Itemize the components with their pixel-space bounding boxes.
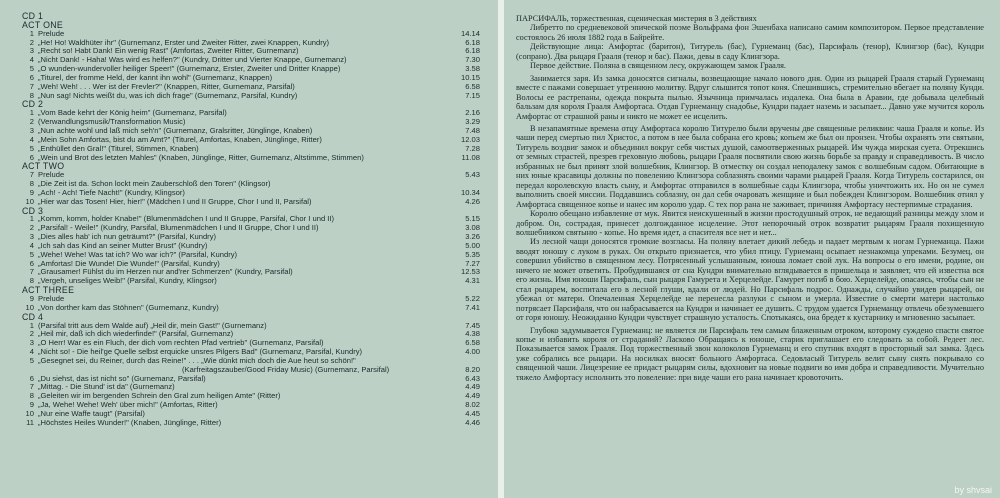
track-number: 5 [29,249,34,259]
track-number: 1 [29,108,34,118]
track-number: 3 [29,125,34,135]
synopsis-title: ПАРСИФАЛЬ, торжественная, сценическая мистерия в 3 действиях [516,14,757,23]
track-number: 7 [29,81,34,91]
track-title: „O Herr! War es ein Fluch, der dich vom rechten Pfad vertrieb" (Gurnemanz, Parsifal) [38,338,324,348]
track-number: 4 [29,134,34,144]
track-number: 2 [29,329,34,339]
track-number: 10 [25,408,34,418]
tracklist-heading: CD 1 [22,11,44,21]
track-number: 1 [29,320,34,330]
track-duration: 4.00 [465,347,480,357]
track-title: „Nun achte wohl und laß mich seh'n" (Gurnemanz, Gralsritter, Jünglinge, Knaben) [38,125,313,135]
track-number: 10 [25,196,34,206]
track-title: „O wunden-wundervoller heiliger Speer!" (Gurnemanz, Erster, Zweiter und Dritter Knappe) [38,64,341,74]
track-title: „Vergeh, unseliges Weib!" (Parsifal, Kundry, Klingsor) [38,276,217,286]
track-title: „Du siehst, das ist nicht so" (Gurnemanz, Parsifal) [38,373,206,383]
track-duration: 5.00 [465,240,480,250]
track-number: 10 [25,302,34,312]
track-duration: 7.28 [465,143,480,153]
track-duration: 4.38 [465,329,480,339]
tracklist-panel [0,0,498,498]
tracklist-heading: CD 3 [22,205,44,216]
synopsis-paragraph: В незапамятные времена отцу Амфортаса королю Титурелю были вручены две священные реликвии: чаша Грааля и копье. Из чаши перед смертью пил Христос, а потом в нее была собрана его кровь; копьем же был он пронзен. Чтобы охранять эти святыни, Титурель воздвиг замок и объединил вокруг себя чистых душой, самоотверженных рыцарей. Им чужда мирская суета. Отрекшись от земных страстей, презрев греховную любовь, рыцари Грааля посвятили свою жизнь борьбе за правду и справедливость. В число избранных не был принят злой волшебник, Клингзор. В отместку он создал неподалеку замок с волшебным садом. Обитающие в них юные красавицы должны по повелению Клингзора соблазнять своими чарами рыцарей Грааля. Когда Титурель состарился, он передал королевскую власть сыну, и Амфортас отправился в волшебные сады Клингзора, чтобы уничтожить их. Но он не сумел выполнить своей миссии. Поддавшись соблазну, он дал себя очаровать женщине и был побежден Клингзором. Волшебник отнял у Амфортаса священное копье и нанес им королю удар. С тех пор рана не заживает, причиняя Амфортасу нестерпимые страдания. [516,123,984,209]
track-number: 8 [29,90,34,100]
track-duration: 8.02 [465,400,480,410]
track-number: 9 [29,294,34,303]
track-title: „Ja, Wehe! Wehe! Weh' über mich!" (Amfortas, Ritter) [38,400,218,410]
tracklist-heading: ACT ONE [22,19,64,30]
track-duration: 3.29 [465,117,480,127]
synopsis-paragraph: Глубоко задумывается Гурнеманц: не является ли Парсифаль тем самым блаженным отроком, которому суждено спасти святое копье и избавить короля от страданий? Ласково Обращаясь к юноше, старик приглашает его следовать за собой. Редеет лес. Показывается замок Грааля. Под торжественный звон колоколов Гурнеманц и его спутник входят в просторный зал замка. Здесь уже собрались все рыцари. На носилках вносят больного Амфортаса. Седовласый Титурель велит сыну снять покрывало со священной чаши. Лицезрение ее придаст рыцарям силы, вдохновит на новые подвиги во имя добра и справедливости. Мучительно тяжело Амфортасу исполнить это повеление: при виде чаши его рана начинает кровоточить. [516,325,984,382]
track-title: „Geleiten wir im bergenden Schrein den Gral zum heiligen Amte" (Ritter) [38,391,281,401]
track-duration: 7.48 [465,125,480,135]
track-number: 6 [29,72,34,82]
watermark: by shvsai [954,485,992,495]
track-number: 5 [29,355,34,365]
track-number: 2 [29,37,34,47]
track-duration: 6.58 [465,81,480,91]
track-title: Prelude [38,294,65,303]
track-duration: 4.26 [465,196,480,206]
track-duration: 8.20 [465,364,480,374]
track-duration: 5.43 [465,170,480,180]
track-title: „Ich sah das Kind an seiner Mutter Brust" (Kundry) [38,240,208,250]
track-duration: 7.15 [465,90,480,100]
track-duration: 12.03 [460,134,480,144]
track-title: „Die Zeit ist da. Schon lockt mein Zauberschloß den Toren" (Klingsor) [38,179,271,189]
track-number: 8 [29,179,34,189]
track-number: 7 [29,382,34,392]
track-title: „Nur eine Waffe taugt" (Parsifal) [38,408,145,418]
track-duration: 4.46 [465,417,480,427]
synopsis-paragraph: Первое действие. Поляна в священном лесу, окружающем замок Грааля. [530,61,786,71]
track-duration: 6.18 [465,37,480,47]
track-title: „Vom Bade kehrt der König heim" (Gurnemanz, Parsifal) [38,108,227,118]
track-title: Prelude [38,28,65,38]
track-title: „Wein und Brot des letzten Mahles" (Knaben, Jünglinge, Ritter, Gurnemanz, Altstimme, Stimmen) [38,152,364,162]
track-number: 2 [29,117,34,127]
track-title: „Titurel, der fromme Held, der kannt ihn wohl" (Gurnemanz, Knappen) [38,72,273,82]
track-row [22,277,480,286]
track-row [22,419,480,428]
synopsis-text [516,14,984,382]
track-duration: 4.49 [465,391,480,401]
track-title: „Gesegnet sei, du Reiner, durch das Reine!" . . . „Wie dünkt mich doch die Aue heut so schön!" [38,355,356,365]
track-duration: 7.27 [465,258,480,268]
tracklist [22,12,480,428]
track-title: „Recht so! Habt Dank! Ein wenig Rast" (Amfortas, Zweiter Ritter, Gurnemanz) [38,46,299,56]
track-title: „Grausamer! Fühlst du im Herzen nur and'rer Schmerzen" (Kundry, Parsifal) [38,267,293,277]
track-title: „Komm, komm, holder Knabe!" (Blumenmädchen I und II Gruppe, Parsifal, Chor I und II) [38,214,335,224]
synopsis-paragraph: Занимается заря. Из замка доносятся сигналы, возвещающие начало нового дня. Один из рыцарей Грааля старый Гурнеманц вместе с пажами совершает утреннюю молитву. Вдруг слышится топот коня. Спешившись, стремительно вбегает на поляну Кунди. Волосы ее растрепаны, одежда покрыта пылью. Язычница примчалась издалека. Она была в Аравии, где добывала целебный бальзам для короля Грааля Амфортаса. Отдав Гурнеманцу снадобье, Кундри падает наземь и засыпает... Давно уже мучится король Амфортас от страшной раны и никто не может ее исцелить. [516,73,984,121]
track-number: 6 [29,373,34,383]
track-title: Prelude [38,170,65,180]
track-duration: 10.15 [460,72,480,82]
track-duration: 10.34 [460,187,480,197]
track-duration: 4.45 [465,408,480,418]
track-title: „Ach! - Ach! Tiefe Nacht!" (Kundry, Klingsor) [38,187,185,197]
tracklist-heading: CD 4 [22,311,44,322]
track-title: „Wehe! Wehe! Was tat ich? Wo war ich?" (Parsifal, Kundry) [38,249,238,259]
track-duration: 2.16 [465,108,480,118]
synopsis-paragraph: Королю обещано избавление от мук. Явится неискушенный в жизни простодушный отрок, не ведающий разницы между злом и добром. Он, сострадая, принесет долгожданное исцеление. Этот непорочный отрок возвратит рыцарям Грааля похищенную волшебником святыню - копье. Но время идет, а спасителя все нет и нет... [516,209,984,237]
track-number: 1 [29,28,34,38]
track-duration: 3.08 [465,223,480,233]
track-number: 9 [29,400,34,410]
track-title: „Heil mir, daß ich dich wiederfinde!" (Parsifal, Gurnemanz) [38,329,234,339]
track-title: „Dies alles hab' ich nun geträumt?" (Parsifal, Kundry) [38,232,217,242]
track-duration: 11.08 [461,152,480,162]
track-title: „Parsifal! - Weile!" (Kundry, Parsifal, Blumenmädchen I und II Gruppe, Chor I und II) [38,223,319,233]
track-title: „Enthüllet den Gral!" (Titurel, Stimmen, Knaben) [38,143,199,153]
track-number: 4 [29,55,34,65]
track-duration: 5.15 [465,214,480,224]
synopsis-paragraph: Из лесной чащи доносятся громкие возгласы. На поляну влетает дикий лебедь и падает мертвым к ногам Гурнеманца. Пажи вводят юношу с луком в руках. Он открыто признается, что убил птицу. Гурнеманц осыпает незнакомца упреками. Безумец, он совершил убийство в священном лесу. Потрясенный услышанным, юноша ломает свой лук. На вопросы о его имени, родине, он ничего не может ответить. Пробудившаяся от сна Кундри внимательно вглядывается в пришельца и заявляет, что ей известна вся его жизнь. Имя юноши Парсифаль, сын рыцаря Гамурета и Херцелейде. Гамурет погиб в бою. Херцелейде, опасаясь, чтобы сын не стал рыцарем, воспитала его в лесной глуши, вдали от людей. Но Парсифаль подрос. Однажды, случайно увидев рыцарей, он убежал от матери. Опечаленная Херцелейде не перенесла разлуки с сыном и умерла. Известие о смерти матери настолько потрясает Парсифаля, что он набрасывается на Кундри и начинает ее душить. С трудом удается Гурнеманцу отвлечь обезумевшего от горя юношу. Неожиданно Кундри чувствует страшную усталость. Спотыкаясь, она бредет к кустарнику и мгновенно засыпает. [516,237,984,323]
track-title: (Karfreitagszauber/Good Friday Music) (Gurnemanz, Parsifal) [182,364,390,374]
track-row [22,92,480,101]
track-title: „Nicht so! - Die heil'ge Quelle selbst erquicke unsres Pilgers Bad" (Gurnemanz, Parsifal, Kundry) [38,347,363,357]
synopsis-paragraph: Либретто по средневековой эпической поэме Вольфрама фон Эшенбаха написано самим композитором. Первое представление состоялось 26 июля 1882 года в Байрейте. [516,23,984,42]
track-title: „Mein Sohn Amfortas, bist du am Amt?" (Titurel, Amfortas, Knaben, Jünglinge, Ritter) [38,134,322,144]
tracklist-heading: ACT TWO [22,161,65,172]
track-title: „Nun sag! Nichts weißt du, was ich dich frage" (Gurnemanz, Parsifal, Kundry) [38,90,298,100]
track-title: „Von dorther kam das Stöhnen" (Gurnemanz, Kundry) [38,302,219,312]
track-number: 8 [29,276,34,286]
track-title: „Weh! Weh! . . . Wer ist der Frevler?" (Knappen, Ritter, Gurnemanz, Parsifal) [38,81,295,91]
track-number: 6 [29,152,34,162]
track-duration: 4.31 [465,276,480,286]
track-duration: 7.45 [465,320,480,330]
tracklist-heading: CD 2 [22,99,44,110]
track-number: 5 [29,143,34,153]
track-row [22,304,480,313]
track-title: „Höchstes Heiles Wunder!" (Knaben, Jünglinge, Ritter) [38,417,222,427]
track-number: 1 [29,214,34,224]
track-duration: 14.14 [460,28,480,38]
track-duration: 7.41 [465,302,480,312]
track-duration: 5.35 [465,249,480,259]
track-number: 5 [29,64,34,74]
track-duration: 4.49 [465,382,480,392]
track-number: 3 [29,232,34,242]
track-title: „Mittag. - Die Stund' ist da" (Gurnemanz) [38,382,175,392]
track-title: „He! Ho! Waldhüter ihr" (Gurnemanz, Erster und Zweiter Ritter, zwei Knappen, Kundry) [38,37,330,47]
track-duration: 12.53 [460,267,480,277]
synopsis-panel [504,0,1000,498]
track-number: 3 [29,338,34,348]
track-title: (Verwandlungsmusik/Transformation Music) [38,117,186,127]
track-duration: 6.58 [465,338,480,348]
track-number: 3 [29,46,34,56]
track-number: 7 [29,267,34,277]
track-number: 9 [29,187,34,197]
track-number: 11 [26,417,34,427]
track-duration: 3.26 [465,232,480,242]
track-duration: 3.58 [465,64,480,74]
track-row [22,198,480,207]
track-number: 6 [29,258,34,268]
synopsis-paragraph: Действующие лица: Амфортас (баритон), Титурель (бас), Гурнеманц (бас), Парсифаль (тенор), Клингзор (бас), Кундри (сопрано). Два рыцаря Грааля (тенор и бас). Пажи, девы в саду Клингзора. [516,42,984,61]
track-number: 7 [29,170,34,180]
track-title: „Hier war das Tosen! Hier, hier!" (Mädchen I und II Gruppe, Chor I und II, Parsifal) [38,196,312,206]
track-number: 4 [29,240,34,250]
track-number: 2 [29,223,34,233]
track-duration: 6.43 [465,373,480,383]
track-duration: 5.22 [465,294,480,303]
track-duration: 6.18 [465,46,480,56]
track-row [22,154,480,163]
track-title: „Nicht Dank! - Haha! Was wird es helfen?" (Kundry, Dritter und Vierter Knappe, Gurnemanz) [38,55,347,65]
track-title: (Parsifal tritt aus dem Walde auf) „Heil dir, mein Gast!" (Gurnemanz) [38,320,267,330]
track-duration: 7.30 [465,55,480,65]
track-title: „Amfortas! Die Wunde! Die Wunde!" (Parsifal, Kundry) [38,258,220,268]
track-number: 4 [29,347,34,357]
tracklist-heading: ACT THREE [22,285,75,296]
track-number: 8 [29,391,34,401]
